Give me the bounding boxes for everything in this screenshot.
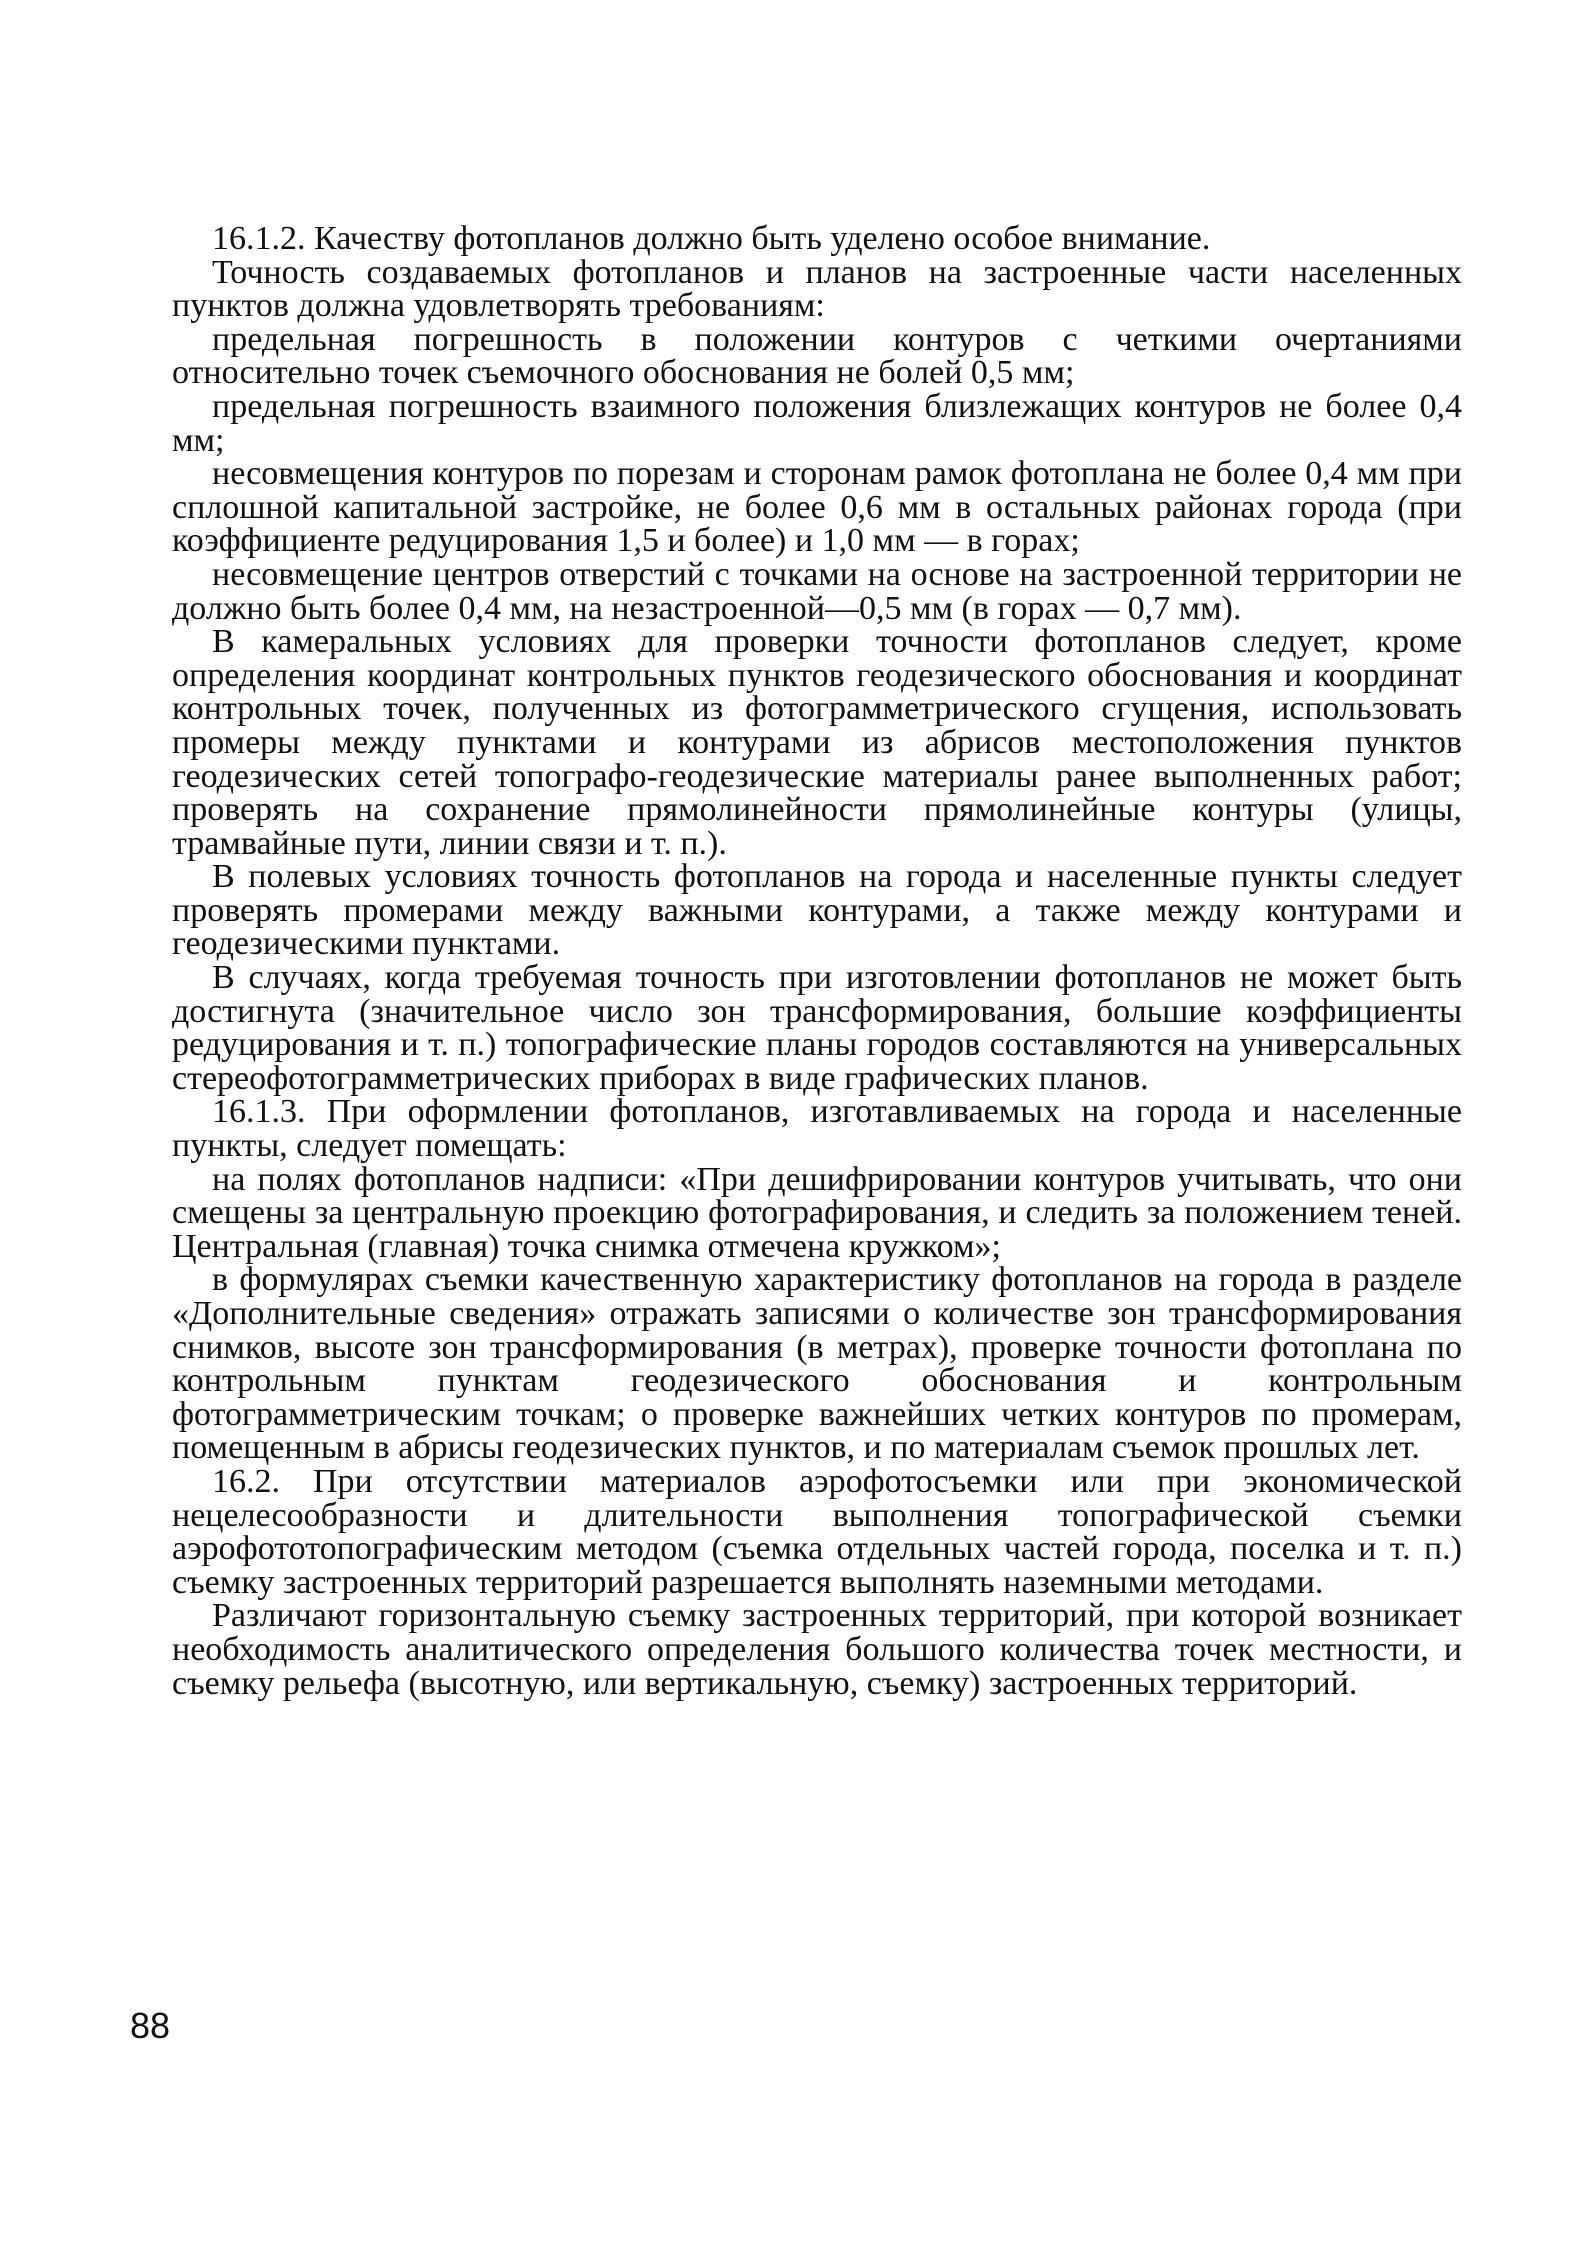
paragraph: Точность создаваемых фотопланов и планов на застроенные части населенных пунктов должна удовлетворять требованиям:: [172, 253, 1462, 325]
paragraph: предельная погрешность взаимного положения близлежащих контуров не более 0,4 мм;: [172, 387, 1462, 459]
paragraph: несовмещение центров отверстий с точками на основе на застроенной территории не должно быть более 0,4 мм, на незастроенной—0,5 мм (в горах — 0,7 мм).: [172, 555, 1462, 627]
paragraph: несовмещения контуров по порезам и сторонам рамок фотоплана не более 0,4 мм при сплошной капитальной застройке, не более 0,6 мм в остальных районах города (при коэффициенте редуцирования 1,5 и более) и 1,0 мм — в горах;: [172, 455, 1462, 560]
paragraph: 16.1.2. Качеству фотопланов должно быть уделено особое внимание.: [212, 220, 1211, 257]
paragraph: предельная погрешность в положении контуров с четкими очертаниями относительно точек съемочного обоснования не болей 0,5 мм;: [172, 320, 1462, 392]
paragraph: В случаях, когда требуемая точность при изготовлении фотопланов не может быть достигнута (значительное число зон трансформирования, большие коэффициенты редуцирования и т. п.) топографические планы городов составляются на универсальных стереофотограмметрических приборах в виде графических планов.: [172, 959, 1462, 1097]
paragraph: на полях фотопланов надписи: «При дешифрировании контуров учитывать, что они смещены за центральную проекцию фотографирования, и следить за положением теней. Центральная (главная) точка снимка отмечена кружком»;: [172, 1160, 1462, 1265]
paragraph: В полевых условиях точность фотопланов на города и населенные пункты следует проверять промерами между важными контурами, а также между контурами и геодезическими пунктами.: [172, 858, 1462, 963]
body-text: [172, 222, 1462, 1700]
paragraph: в формулярах съемки качественную характеристику фотопланов на города в разделе «Дополнительные сведения» отражать записями о количестве зон трансформирования снимков, высоте зон трансформирования (в метрах), проверке точности фотоплана по контрольным пунктам геодезического обоснования и контрольным фотограмметрическим точкам; о проверке важнейших четких контуров по промерам, помещенным в абрисы геодезических пунктов, и по материалам съемок прошлых лет.: [172, 1261, 1462, 1467]
paragraph: В камеральных условиях для проверки точности фотопланов следует, кроме определения координат контрольных пунктов геодезического обоснования и координат контрольных точек, полученных из фотограмметрического сгущения, использовать промеры между пунктами и контурами из абрисов местоположения пунктов геодезических сетей топографо-геодезические материалы ранее выполненных работ; проверять на сохранение прямолинейности прямолинейные контуры (улицы, трамвайные пути, линии связи и т. п.).: [172, 623, 1462, 862]
page-number: 88: [130, 2005, 171, 2046]
paragraph: 16.1.3. При оформлении фотопланов, изготавливаемых на города и населенные пункты, следует помещать:: [172, 1093, 1462, 1165]
paragraph: 16.2. При отсутствии материалов аэрофотосъемки или при экономической нецелесообразности и длительности выполнения топографической съемки аэрофототопографическим методом (съемка отдельных частей города, поселка и т. п.) съемку застроенных территорий разрешается выполнять наземными методами.: [172, 1462, 1462, 1601]
paragraph: Различают горизонтальную съемку застроенных территорий, при которой возникает необходимость аналитического определения большого количества точек местности, и съемку рельефа (высотную, или вертикальную, съемку) застроенных территорий.: [172, 1597, 1462, 1702]
